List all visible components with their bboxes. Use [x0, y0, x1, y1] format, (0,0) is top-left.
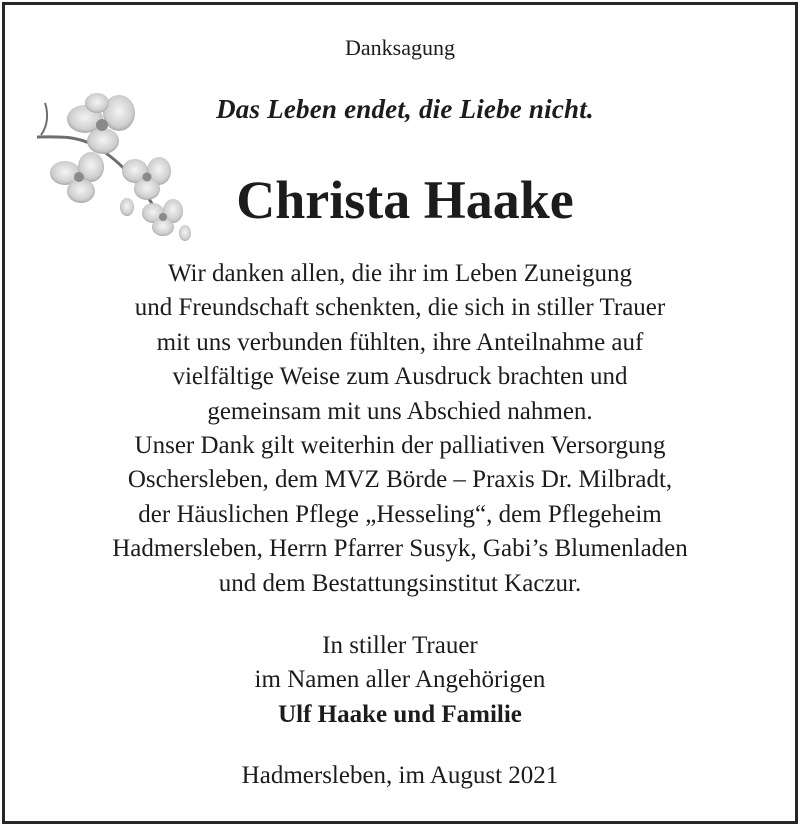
- body-line: Hadmersleben, Herrn Pfarrer Susyk, Gabi’s Blumenladen: [112, 535, 688, 563]
- body-line: mit uns verbunden fühlten, ihre Anteilnahme auf: [156, 328, 644, 356]
- body-line: Oschersleben, dem MVZ Börde – Praxis Dr. Milbradt,: [127, 466, 673, 494]
- thank-you-text: [5, 257, 795, 601]
- notice-heading: Danksagung: [345, 35, 455, 60]
- closing-line: im Namen aller Angehörigen: [254, 666, 546, 694]
- body-line: der Häuslichen Pflege „Hesseling“, dem Pflegeheim: [138, 500, 662, 528]
- closing-line: In stiller Trauer: [322, 632, 478, 659]
- body-line: vielfältige Weise zum Ausdruck brachten und: [172, 363, 628, 391]
- signer-name: Ulf Haake und Familie: [278, 700, 522, 728]
- body-line: und Freundschaft schenkten, die sich in stiller Trauer: [134, 294, 666, 322]
- closing-block: [5, 629, 795, 732]
- body-line: Unser Dank gilt weiterhin der palliativen Versorgung: [134, 432, 666, 460]
- body-line: gemeinsam mit uns Abschied nahmen.: [207, 397, 593, 425]
- body-line: Wir danken allen, die ihr im Leben Zuneigung: [167, 260, 633, 287]
- body-line: und dem Bestattungsinstitut Kaczur.: [218, 569, 582, 597]
- notice-motto: Das Leben endet, die Liebe nicht.: [216, 94, 594, 124]
- place-and-date: Hadmersleben, im August 2021: [241, 762, 559, 789]
- obituary-notice: [2, 2, 798, 824]
- deceased-name: Christa Haake: [236, 170, 574, 230]
